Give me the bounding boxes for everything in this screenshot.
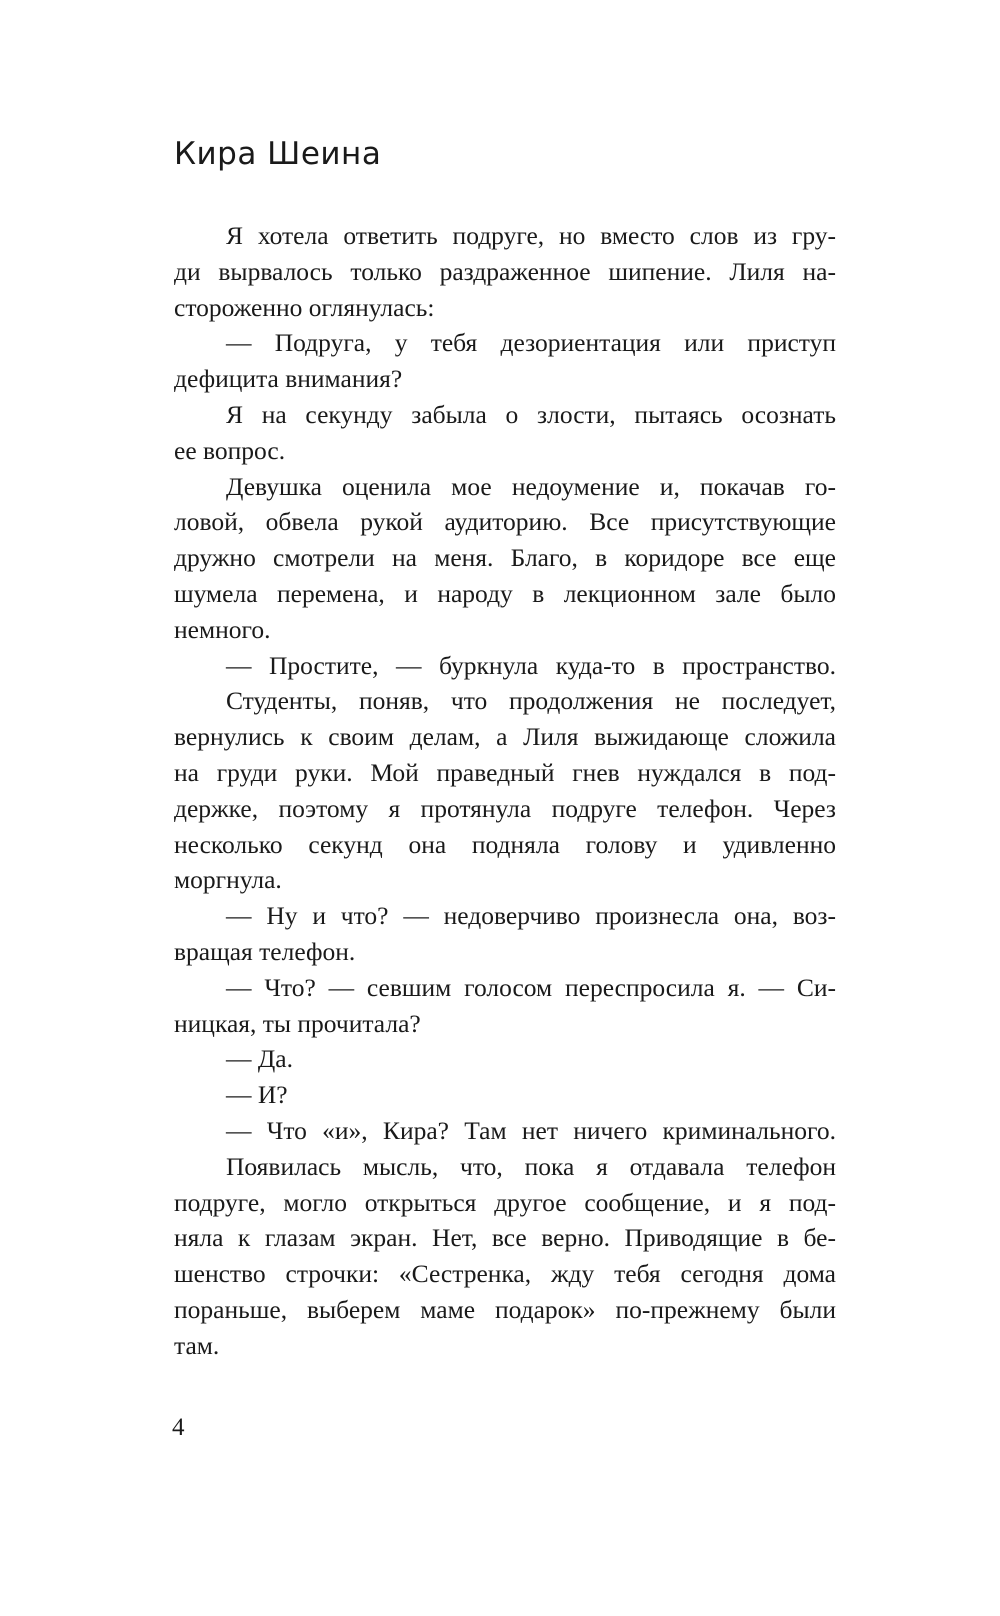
text-line: стороженно оглянулась:: [174, 292, 435, 322]
text-line: Я на секунду забыла о злости, пытаясь осознать: [226, 399, 836, 429]
text-line: моргнула.: [174, 865, 282, 895]
text-line: на груди руки. Мой праведный гнев нуждался в под-: [174, 757, 836, 787]
text-line: Появилась мысль, что, пока я отдавала телефон: [226, 1151, 836, 1181]
text-line: ее вопрос.: [174, 435, 286, 465]
text-line: — Подруга, у тебя дезориентация или приступ: [226, 328, 836, 358]
text-line: дефицита внимания?: [174, 364, 403, 394]
text-line: — Что? — севшим голосом переспросила я. — Си-: [226, 972, 836, 1002]
text-line: — Простите, — буркнула куда-то в пространство.: [226, 650, 836, 680]
text-line: няла к глазам экран. Нет, все верно. Приводящие в бе-: [174, 1223, 836, 1253]
text-line: ди вырвалось только раздраженное шипение. Лиля на-: [174, 256, 836, 286]
text-line: Студенты, поняв, что продолжения не последует,: [226, 686, 836, 716]
text-line: вернулись к своим делам, а Лиля выжидающе сложила: [174, 722, 836, 752]
text-line: — Да.: [226, 1044, 293, 1074]
running-head-author: Кира Шеина: [174, 136, 382, 172]
text-line: пораньше, выберем маме подарок» по-прежнему были: [174, 1294, 836, 1324]
text-line: Девушка оценила мое недоумение и, покачав го-: [226, 471, 836, 501]
text-line: шумела перемена, и народу в лекционном зале было: [174, 578, 836, 608]
page-number: 4: [172, 1414, 185, 1441]
text-line: дружно смотрели на меня. Благо, в коридоре все еще: [174, 543, 836, 573]
text-line: — Что «и», Кира? Там нет ничего криминального.: [226, 1115, 836, 1145]
text-line: немного.: [174, 614, 271, 644]
text-line: подруге, могло открыться другое сообщение, и я под-: [174, 1187, 836, 1217]
text-line: вращая телефон.: [174, 936, 356, 966]
text-line: ницкая, ты прочитала?: [174, 1008, 421, 1038]
text-line: несколько секунд она подняла голову и удивленно: [174, 829, 836, 859]
text-line: держке, поэтому я протянула подруге телефон. Через: [174, 793, 836, 823]
text-line: там.: [174, 1330, 220, 1360]
text-line: шенство строчки: «Сестренка, жду тебя сегодня дома: [174, 1259, 836, 1289]
text-line: Я хотела ответить подруге, но вместо слов из гру-: [226, 221, 836, 250]
text-line: ловой, обвела рукой аудиторию. Все присутствующие: [174, 507, 836, 537]
body-text: [174, 218, 836, 1364]
text-line: — И?: [226, 1080, 288, 1110]
text-line: — Ну и что? — недоверчиво произнесла она, воз-: [226, 901, 836, 931]
